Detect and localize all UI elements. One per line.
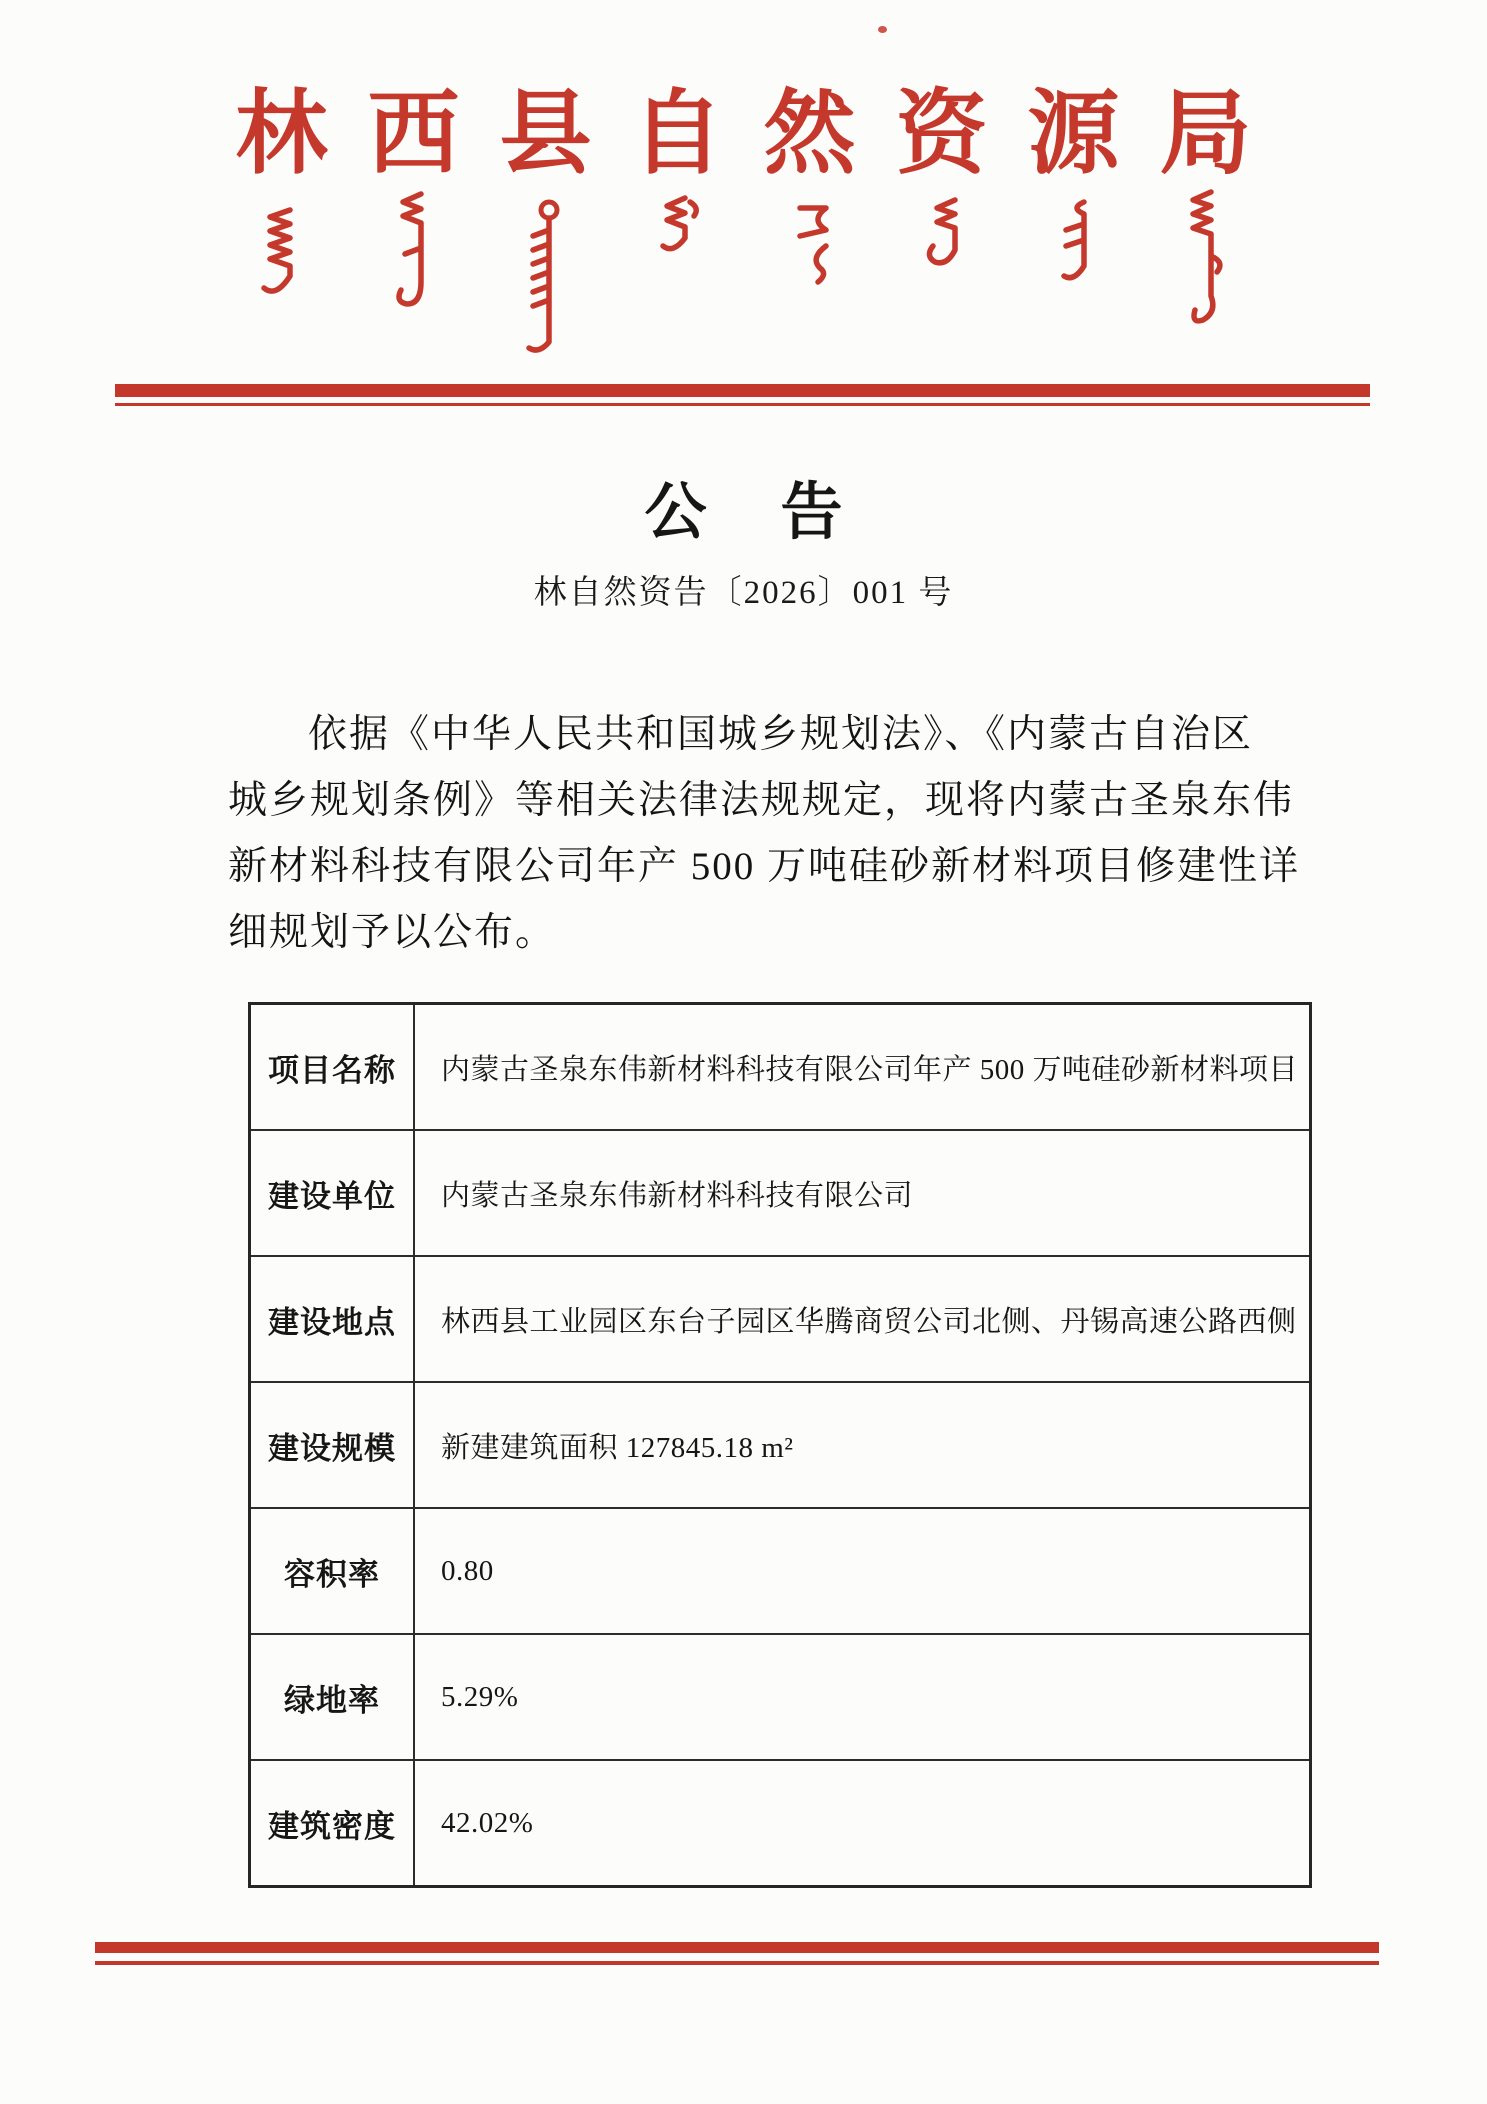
mongolian-glyph <box>655 192 701 264</box>
table-row-label: 建设单位 <box>251 1131 415 1255</box>
table-row-label: 建设地点 <box>251 1257 415 1381</box>
scan-artifact-dot <box>878 26 887 33</box>
table-row-value: 林西县工业园区东台子园区华腾商贸公司北侧、丹锡高速公路西侧 <box>441 1305 1297 1338</box>
table-row <box>251 1005 1309 1131</box>
notice-title: 公 告 <box>644 479 849 547</box>
table-row-value: 0.80 <box>441 1554 494 1587</box>
mongolian-glyph <box>790 200 836 288</box>
mongolian-glyph <box>258 204 304 308</box>
body-line: 依据《中华人民共和国城乡规划法》、《内蒙古自治区 <box>308 713 1254 756</box>
table-row-label: 项目名称 <box>251 1005 415 1129</box>
separator-thin-line <box>95 1961 1379 1965</box>
table-row-value: 内蒙古圣泉东伟新材料科技有限公司 <box>441 1179 914 1212</box>
table-row <box>251 1635 1309 1761</box>
mongolian-script-row <box>258 188 1229 358</box>
mongolian-glyph <box>925 194 967 290</box>
separator-thick-line <box>95 1942 1379 1953</box>
table-row-value: 42.02% <box>441 1806 534 1839</box>
table-row <box>251 1383 1309 1509</box>
footer-separator-rule <box>95 1942 1379 1965</box>
notice-body <box>228 702 1301 966</box>
doc-number: 林自然资告〔2026〕001 号 <box>533 575 954 611</box>
body-line: 细规划予以公布。 <box>228 911 557 954</box>
mongolian-glyph <box>1056 198 1096 286</box>
table-row-value: 新建建筑面积 127845.18 m² <box>441 1431 794 1464</box>
table-row-label: 绿地率 <box>251 1635 415 1759</box>
table-row <box>251 1509 1309 1635</box>
table-row-label: 建筑密度 <box>251 1761 415 1885</box>
table-row-label: 建设规模 <box>251 1383 415 1507</box>
separator-thin-line <box>115 403 1370 406</box>
mongolian-glyph <box>393 190 433 326</box>
table-row <box>251 1257 1309 1383</box>
table-row-value: 5.29% <box>441 1680 519 1713</box>
body-line: 城乡规划条例》等相关法律法规规定，现将内蒙古圣泉东伟 <box>228 779 1295 822</box>
header-separator-rule <box>115 384 1370 406</box>
separator-thick-line <box>115 384 1370 397</box>
mongolian-glyph <box>1185 188 1229 328</box>
table-row-value: 内蒙古圣泉东伟新材料科技有限公司年产 500 万吨硅砂新材料项目 <box>441 1053 1299 1086</box>
table-row <box>251 1131 1309 1257</box>
body-line: 新材料科技有限公司年产 500 万吨硅砂新材料项目修建性详 <box>228 845 1301 888</box>
mongolian-glyph <box>522 196 566 358</box>
bureau-title: 林西县自然资源局 <box>235 83 1292 185</box>
table-row <box>251 1761 1309 1885</box>
project-table <box>248 1002 1312 1888</box>
table-row-label: 容积率 <box>251 1509 415 1633</box>
